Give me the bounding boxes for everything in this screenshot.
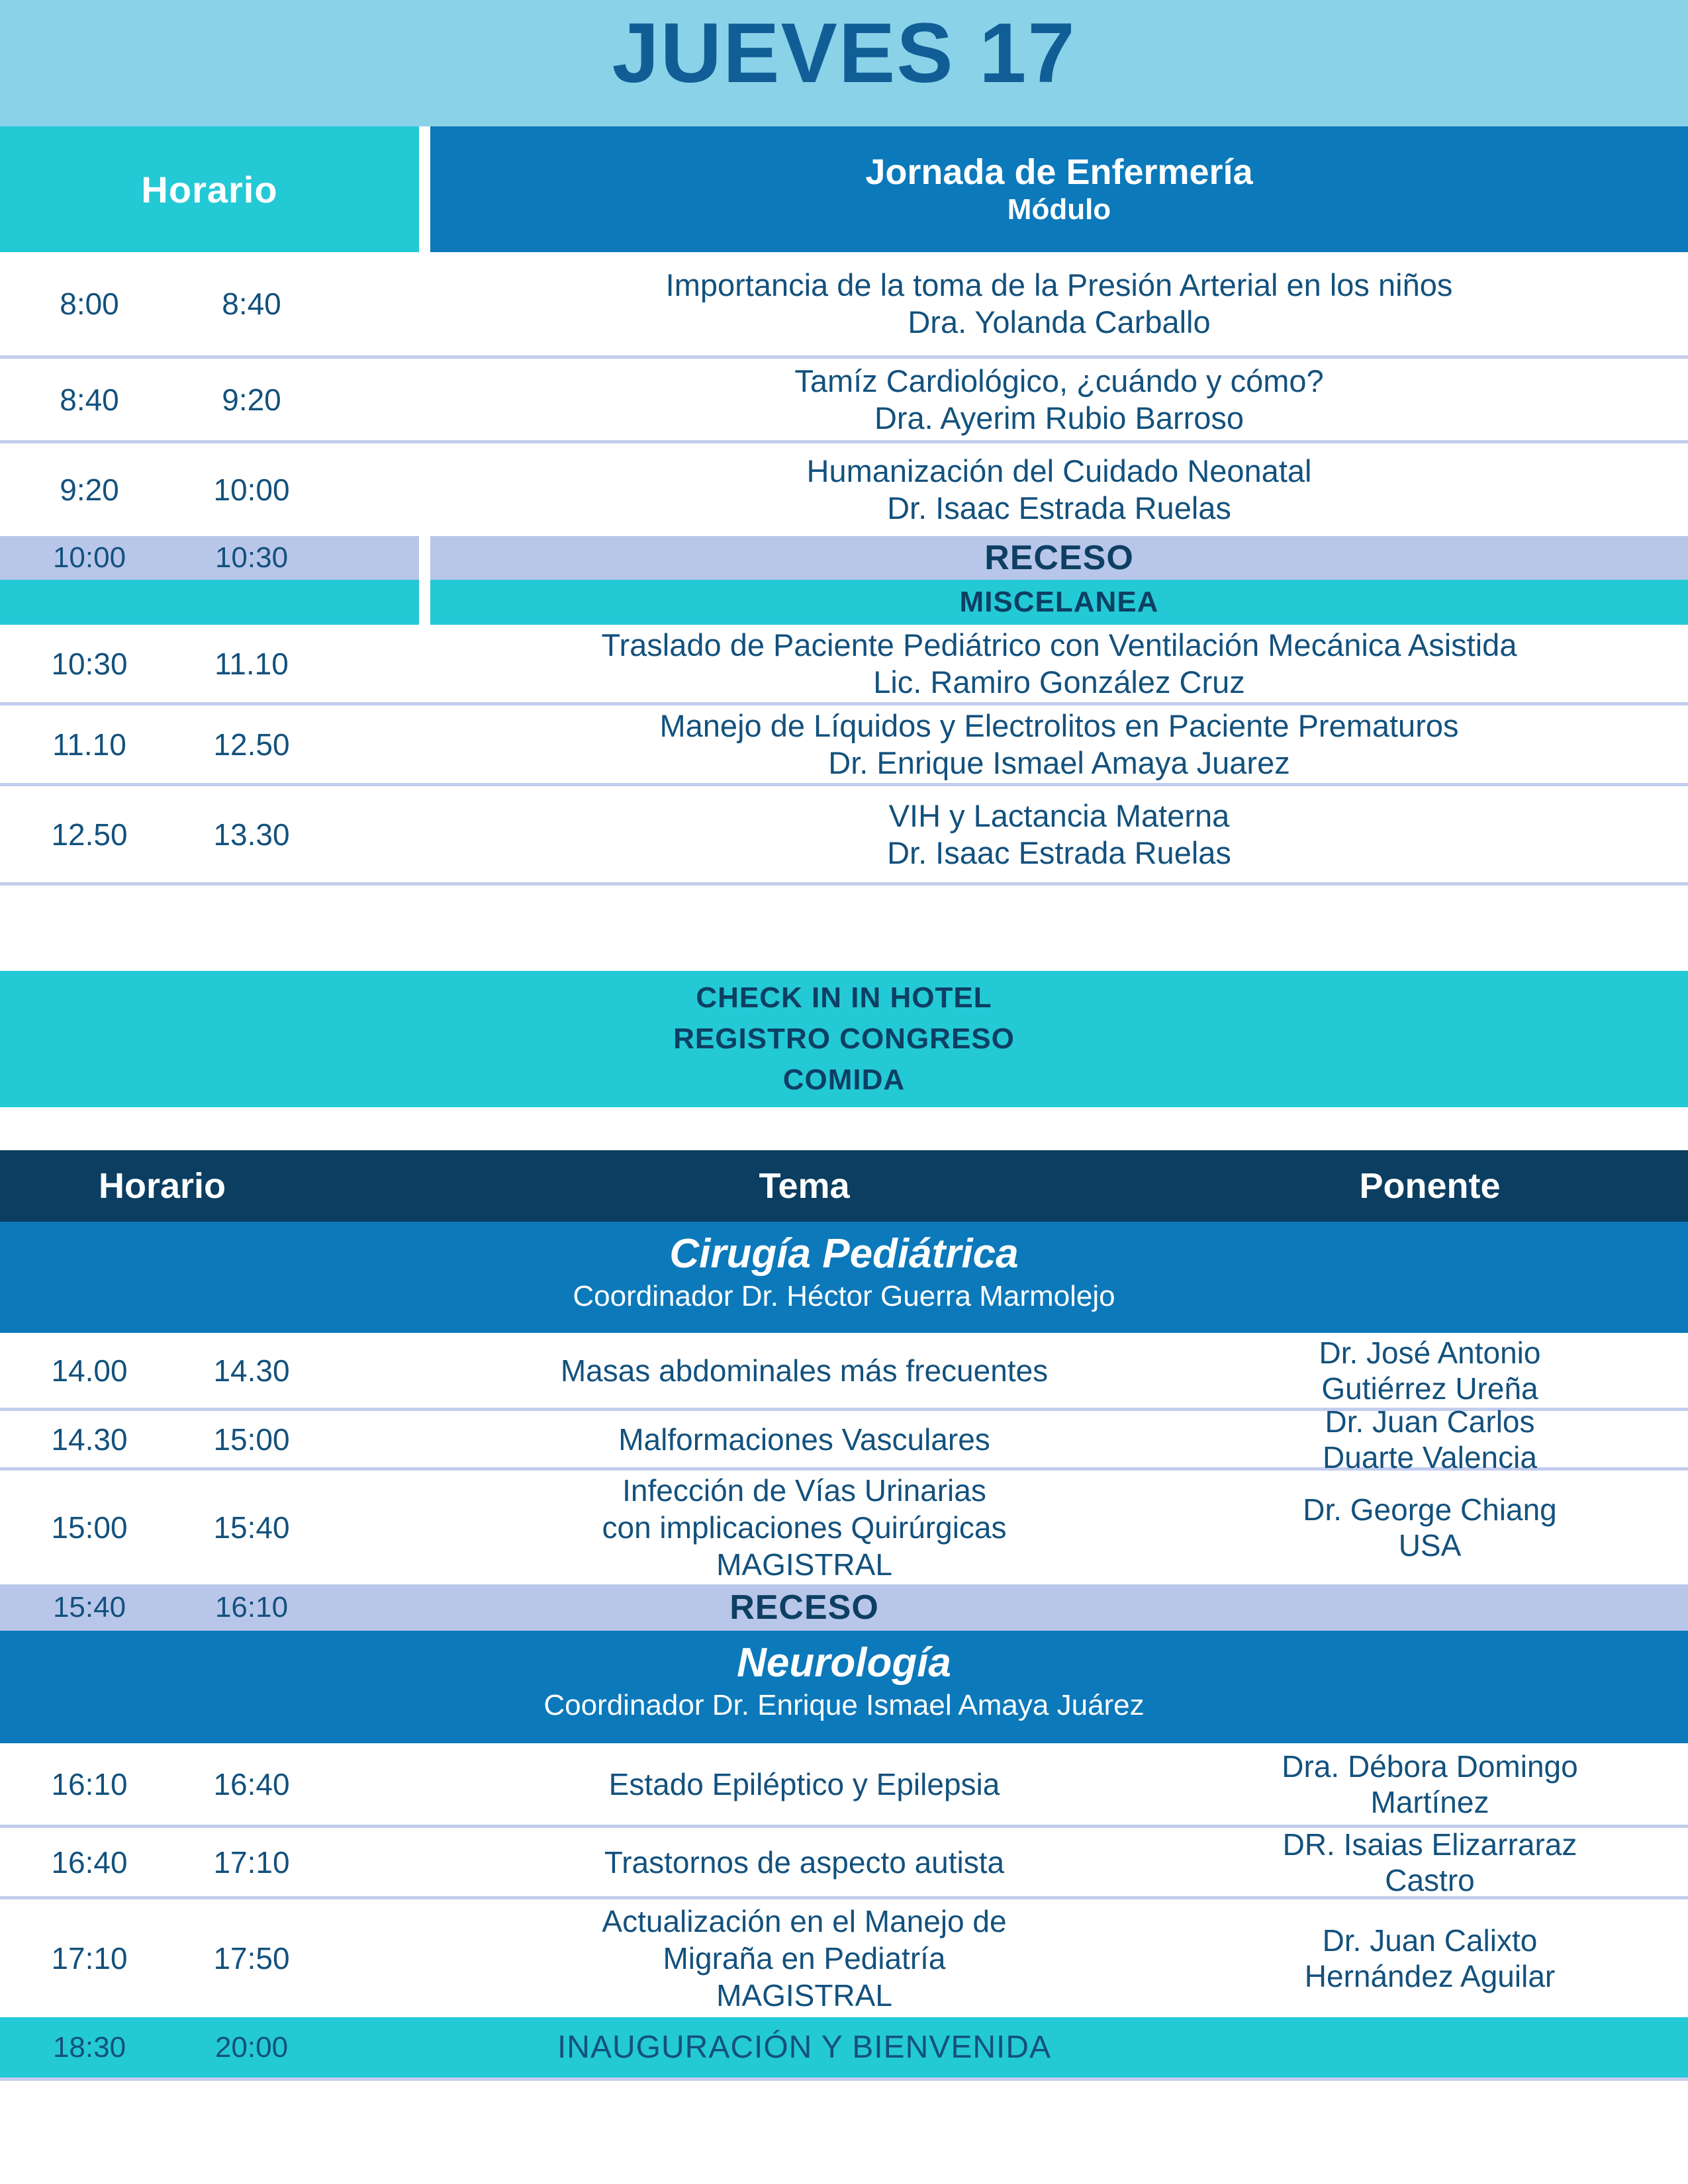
row-end-time: 11.10 xyxy=(214,646,289,681)
nursing-header-horario-label: Horario xyxy=(141,168,278,210)
section-header-cirugia xyxy=(0,1222,1688,1333)
row-tema-line: Masas abdominales más frecuentes xyxy=(560,1353,1049,1388)
row-start-time: 17:10 xyxy=(51,1941,128,1976)
row-topic: Manejo de Líquidos y Electrolitos en Paciente Prematuros xyxy=(659,707,1459,743)
nursing-header-horario xyxy=(0,126,419,252)
row-tema xyxy=(430,1471,1178,1584)
row-tema-line: Malformaciones Vasculares xyxy=(618,1422,990,1457)
row-speaker: Lic. Ramiro González Cruz xyxy=(873,664,1245,700)
row-ponente-line: Dr. George Chiang xyxy=(1303,1492,1557,1527)
row-topic: Traslado de Paciente Pediátrico con Ventilación Mecánica Asistida xyxy=(601,627,1517,662)
nursing-header-subtitle: Módulo xyxy=(1007,193,1111,226)
row-tema-line: MAGISTRAL xyxy=(716,1978,892,2013)
row-speaker: Dr. Enrique Ismael Amaya Juarez xyxy=(828,745,1290,780)
row-topic: Humanización del Cuidado Neonatal xyxy=(806,453,1312,488)
main-schedule-table xyxy=(0,1150,1688,2081)
row-ponente-line: Hernández Aguilar xyxy=(1304,1959,1556,1993)
row-ponente xyxy=(1185,1471,1675,1584)
section-band-miscelanea xyxy=(0,580,1688,625)
nursing-header-module xyxy=(430,126,1688,252)
main-header-horario: Horario xyxy=(98,1166,226,1206)
row-end-time: 16:40 xyxy=(213,1766,290,1801)
break-end-time: 10:30 xyxy=(214,541,289,574)
row-start-time: 8:00 xyxy=(60,287,119,321)
row-ponente-line: Dra. Débora Domingo xyxy=(1282,1749,1578,1784)
row-start-time: 12.50 xyxy=(51,817,128,852)
inauguration-end-time: 20:00 xyxy=(214,2030,289,2064)
row-start-time: 8:40 xyxy=(60,382,119,417)
table-row xyxy=(0,1828,1688,1899)
section-header-neurologia xyxy=(0,1631,1688,1743)
row-end-time: 9:20 xyxy=(222,382,281,417)
table-row xyxy=(0,625,1688,705)
row-tema-line: Infección de Vías Urinarias xyxy=(622,1473,986,1508)
table-row xyxy=(0,359,1688,443)
table-row xyxy=(0,1333,1688,1411)
table-row xyxy=(0,705,1688,786)
row-end-time: 15:00 xyxy=(213,1422,290,1457)
row-start-time: 10:30 xyxy=(51,646,128,681)
table-row xyxy=(0,1899,1688,2017)
row-start-time: 15:00 xyxy=(51,1510,128,1545)
row-ponente-line: Dr. José Antonio xyxy=(1319,1335,1541,1370)
day-banner xyxy=(0,0,1688,126)
row-speaker: Dra. Ayerim Rubio Barroso xyxy=(874,400,1244,435)
break-end-time: 16:10 xyxy=(214,1591,289,1623)
inauguration-row xyxy=(0,2017,1688,2081)
logistics-line-registro: REGISTRO CONGRESO xyxy=(673,1023,1015,1055)
row-ponente-line: DR. Isaias Elizarraraz xyxy=(1282,1827,1577,1862)
row-content xyxy=(430,705,1688,783)
row-tema xyxy=(430,1333,1178,1408)
section-coordinator: Coordinador Dr. Enrique Ismael Amaya Juárez xyxy=(543,1689,1145,1721)
row-start-time: 16:10 xyxy=(51,1766,128,1801)
row-end-time: 10:00 xyxy=(213,473,290,507)
row-content xyxy=(430,359,1688,440)
row-ponente xyxy=(1185,1743,1675,1825)
row-end-time: 17:10 xyxy=(213,1844,290,1880)
section-coordinator: Coordinador Dr. Héctor Guerra Marmolejo xyxy=(573,1280,1115,1312)
inauguration-start-time: 18:30 xyxy=(52,2030,126,2064)
row-content xyxy=(430,443,1688,536)
table-row xyxy=(0,1404,1688,1475)
row-tema-line: MAGISTRAL xyxy=(716,1547,892,1582)
row-tema-line: con implicaciones Quirúrgicas xyxy=(602,1510,1007,1545)
row-start-time: 9:20 xyxy=(60,473,119,507)
row-ponente-line: Martínez xyxy=(1370,1784,1489,1819)
row-start-time: 16:40 xyxy=(51,1844,128,1880)
row-content xyxy=(430,786,1688,882)
row-tema-line: Trastornos de aspecto autista xyxy=(604,1844,1005,1880)
section-name: Neurología xyxy=(737,1640,951,1686)
page-title: JUEVES 17 xyxy=(612,6,1076,101)
main-table-header xyxy=(0,1150,1688,1222)
table-row xyxy=(0,1743,1688,1828)
row-end-time: 13.30 xyxy=(213,817,290,852)
inauguration-label: INAUGURACIÓN Y BIENVENIDA xyxy=(557,2030,1052,2065)
inauguration-bg-right xyxy=(1125,2017,1688,2077)
row-start-time: 14.30 xyxy=(51,1422,128,1457)
row-tema xyxy=(430,1411,1178,1467)
row-tema-line: Migraña en Pediatría xyxy=(663,1941,946,1976)
row-end-time: 14.30 xyxy=(213,1353,290,1388)
break-start-time: 15:40 xyxy=(52,1591,126,1623)
break-label: RECESO xyxy=(984,539,1134,577)
break-start-time: 10:00 xyxy=(52,541,126,574)
row-end-time: 17:50 xyxy=(213,1941,290,1976)
table-row xyxy=(0,443,1688,536)
row-ponente-line: USA xyxy=(1398,1528,1462,1563)
table-row xyxy=(0,1471,1688,1584)
row-speaker: Dra. Yolanda Carballo xyxy=(908,304,1211,340)
nursing-schedule-table xyxy=(0,126,1688,886)
table-row xyxy=(0,252,1688,359)
row-speaker: Dr. Isaac Estrada Ruelas xyxy=(887,490,1231,525)
main-header-tema: Tema xyxy=(759,1166,850,1206)
row-end-time: 12.50 xyxy=(213,727,290,762)
break-row xyxy=(0,536,1688,580)
row-tema-line: Estado Epiléptico y Epilepsia xyxy=(608,1766,1000,1801)
row-ponente-line: Duarte Valencia xyxy=(1323,1439,1537,1475)
logistics-block xyxy=(0,971,1688,1107)
nursing-header-title: Jornada de Enfermería xyxy=(865,152,1253,192)
break-label: RECESO xyxy=(729,1588,879,1627)
logistics-line-comida: COMIDA xyxy=(782,1064,906,1096)
row-ponente-line: Dr. Juan Carlos xyxy=(1325,1404,1535,1439)
row-end-time: 15:40 xyxy=(213,1510,290,1545)
row-ponente xyxy=(1185,1333,1675,1408)
row-ponente-line: Castro xyxy=(1385,1862,1475,1897)
row-tema xyxy=(430,1743,1178,1825)
section-band-left-bg xyxy=(0,580,419,625)
row-topic: Tamíz Cardiológico, ¿cuándo y cómo? xyxy=(794,363,1324,398)
row-topic: VIH y Lactancia Materna xyxy=(888,797,1230,833)
row-content xyxy=(430,625,1688,702)
break-row xyxy=(0,1584,1688,1631)
logistics-line-checkin: CHECK IN IN HOTEL xyxy=(696,981,992,1014)
row-ponente-line: Dr. Juan Calixto xyxy=(1322,1923,1538,1958)
row-end-time: 8:40 xyxy=(222,287,281,321)
row-topic: Importancia de la toma de la Presión Arterial en los niños xyxy=(665,267,1453,302)
row-tema xyxy=(430,1828,1178,1896)
row-ponente xyxy=(1185,1404,1675,1475)
main-header-ponente: Ponente xyxy=(1359,1166,1501,1206)
row-ponente xyxy=(1185,1828,1675,1896)
row-tema-line: Actualización en el Manejo de xyxy=(602,1904,1007,1938)
nursing-table-header xyxy=(0,126,1688,252)
section-band-label: MISCELANEA xyxy=(959,586,1159,618)
row-ponente xyxy=(1185,1899,1675,2017)
table-row xyxy=(0,786,1688,886)
row-content xyxy=(430,252,1688,355)
row-speaker: Dr. Isaac Estrada Ruelas xyxy=(887,835,1231,870)
row-start-time: 11.10 xyxy=(52,727,126,762)
row-start-time: 14.00 xyxy=(51,1353,128,1388)
row-ponente-line: Gutiérrez Ureña xyxy=(1321,1371,1538,1406)
section-name: Cirugía Pediátrica xyxy=(669,1231,1019,1277)
row-tema xyxy=(430,1899,1178,2017)
